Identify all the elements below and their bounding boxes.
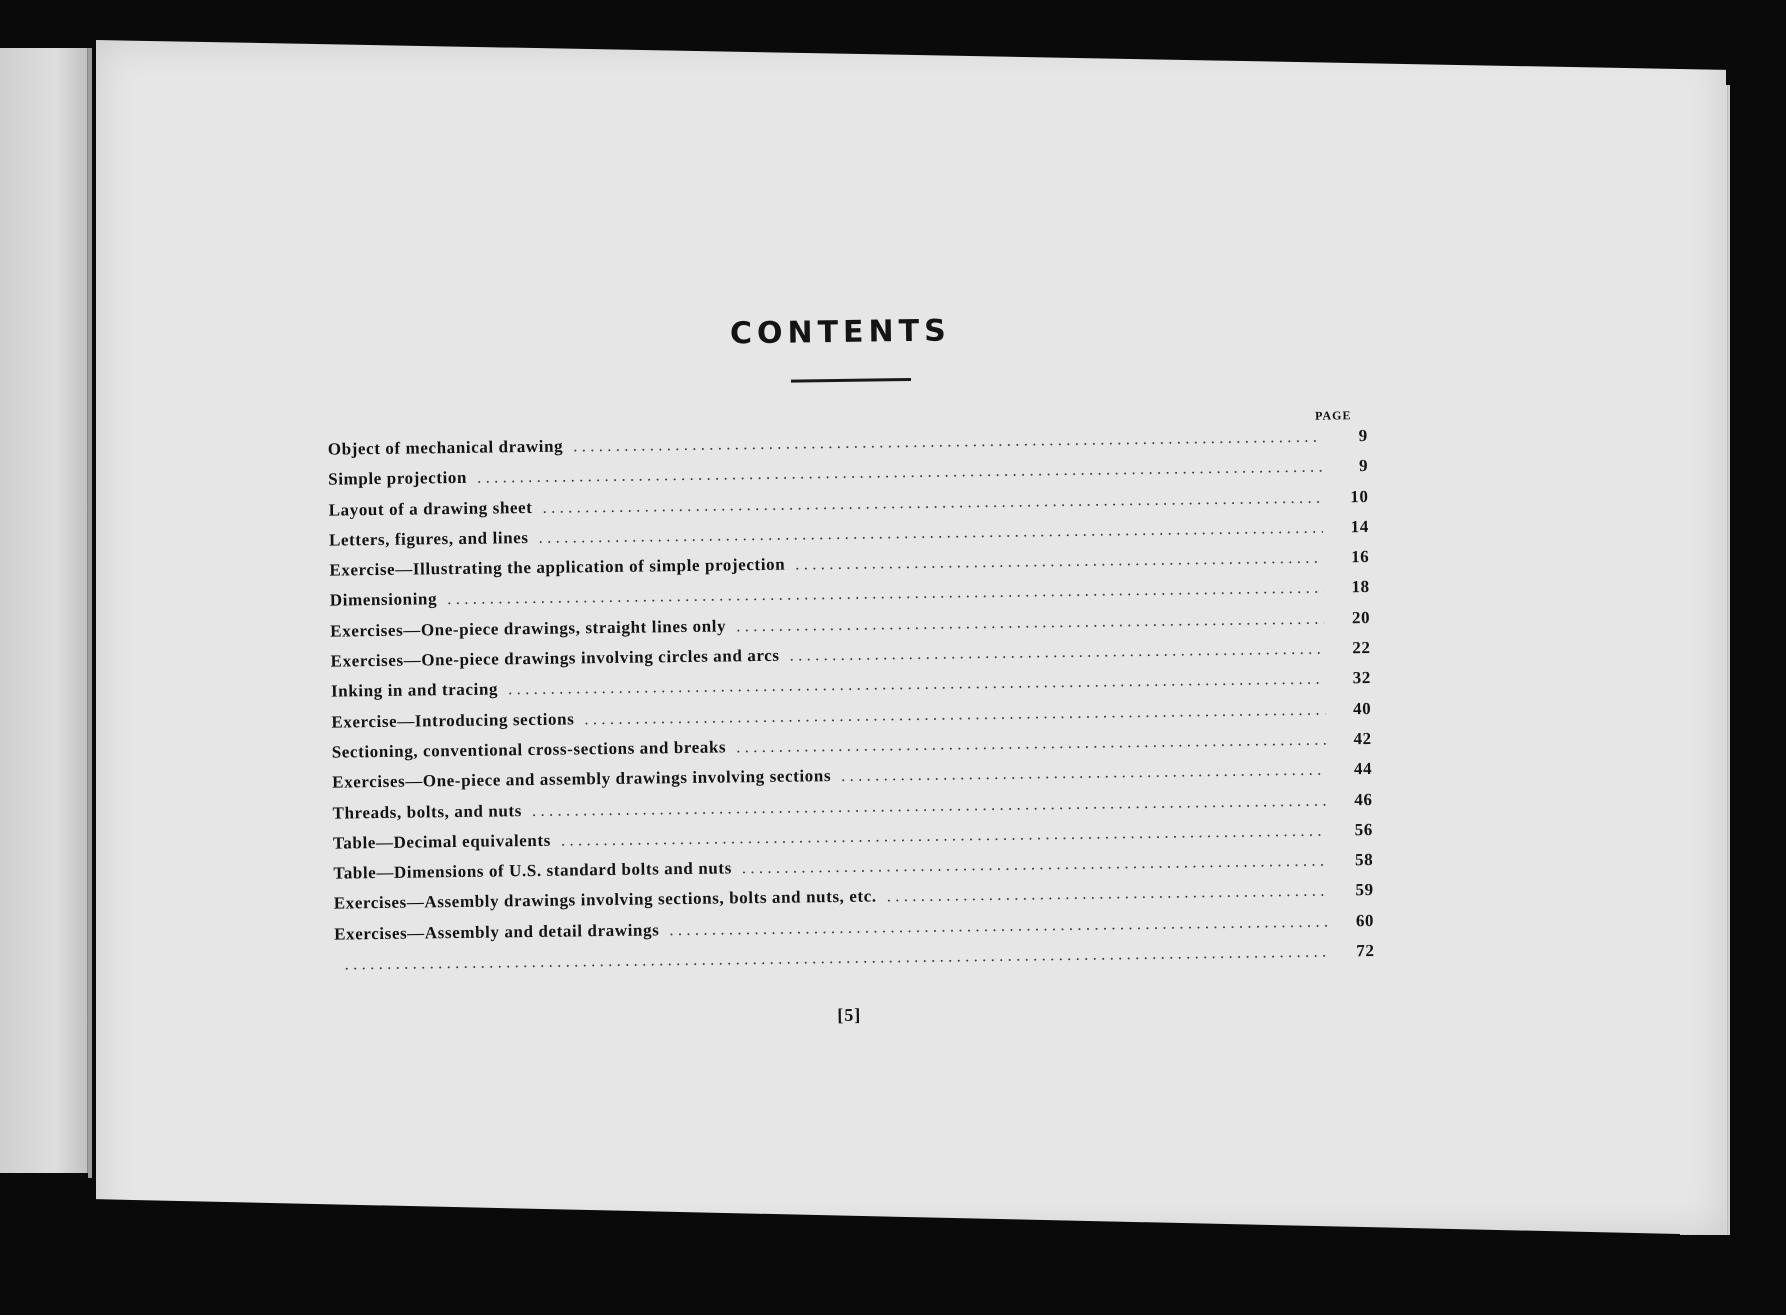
toc-entry-page: 18: [1351, 577, 1370, 597]
toc-entry-title: Sectioning, conventional cross-sections and breaks: [331, 737, 727, 762]
toc-entry-title: Exercises—One-piece drawings, straight lines only: [330, 616, 727, 641]
toc-entry-title: Exercises—One-piece drawings involving circles and arcs: [330, 645, 780, 671]
toc-entry-page: 9: [1358, 426, 1368, 446]
toc-entry-page: 59: [1355, 880, 1374, 900]
page-number: [5]: [837, 1004, 862, 1026]
toc-entry-page: 40: [1352, 698, 1372, 718]
toc-entry-title: Layout of a drawing sheet: [328, 497, 533, 520]
toc-entry-page: 32: [1352, 668, 1372, 688]
toc-entry-title: Dimensioning: [329, 589, 438, 611]
toc-entry-page: 16: [1350, 547, 1370, 567]
left-page-edge: [0, 48, 92, 1173]
toc-entry-page: 46: [1354, 789, 1373, 809]
toc-entry-title: Exercise—Introducing sections: [331, 709, 575, 732]
toc-entry-title: Table—Decimal equivalents: [332, 830, 551, 853]
toc-entry-title: Simple projection: [328, 468, 468, 489]
book-spine: [88, 48, 92, 1178]
toc-entry-title: Exercises—One-piece and assembly drawings involving sections: [332, 766, 832, 792]
toc-entry-page: 22: [1352, 638, 1371, 658]
page-column-header: PAGE: [1314, 408, 1352, 423]
toc-entry-page: 20: [1351, 607, 1371, 628]
toc-entry-page: 58: [1354, 850, 1374, 870]
toc-entry-title: Inking in and tracing: [330, 679, 499, 702]
toc-entry-title: Exercises—Assembly and detail drawings: [334, 920, 660, 944]
toc-entry-page: 60: [1355, 910, 1375, 930]
toc-entry-title: Object of mechanical drawing: [327, 436, 564, 459]
table-of-contents: [328, 426, 1375, 985]
toc-entry-title: Table—Dimensions of U.S. standard bolts and nuts: [333, 858, 732, 883]
contents-title: CONTENTS: [729, 313, 951, 352]
toc-entry-title: Threads, bolts, and nuts: [332, 800, 523, 823]
toc-entry-page: 9: [1358, 456, 1369, 476]
toc-entry-page: 14: [1350, 516, 1370, 537]
toc-entry-title: Exercises—Assembly drawings involving sections, bolts and nuts, etc.: [333, 886, 877, 914]
toc-entry-page: 56: [1354, 819, 1374, 840]
toc-entry-title: Letters, figures, and lines: [328, 527, 529, 550]
toc-entry-page: 72: [1356, 941, 1375, 961]
toc-entry-page: 10: [1350, 486, 1369, 506]
toc-entry-page: 42: [1353, 728, 1372, 749]
toc-entry-page: 44: [1353, 759, 1373, 779]
toc-entry-title: Exercise—Illustrating the application of simple projection: [329, 554, 786, 580]
